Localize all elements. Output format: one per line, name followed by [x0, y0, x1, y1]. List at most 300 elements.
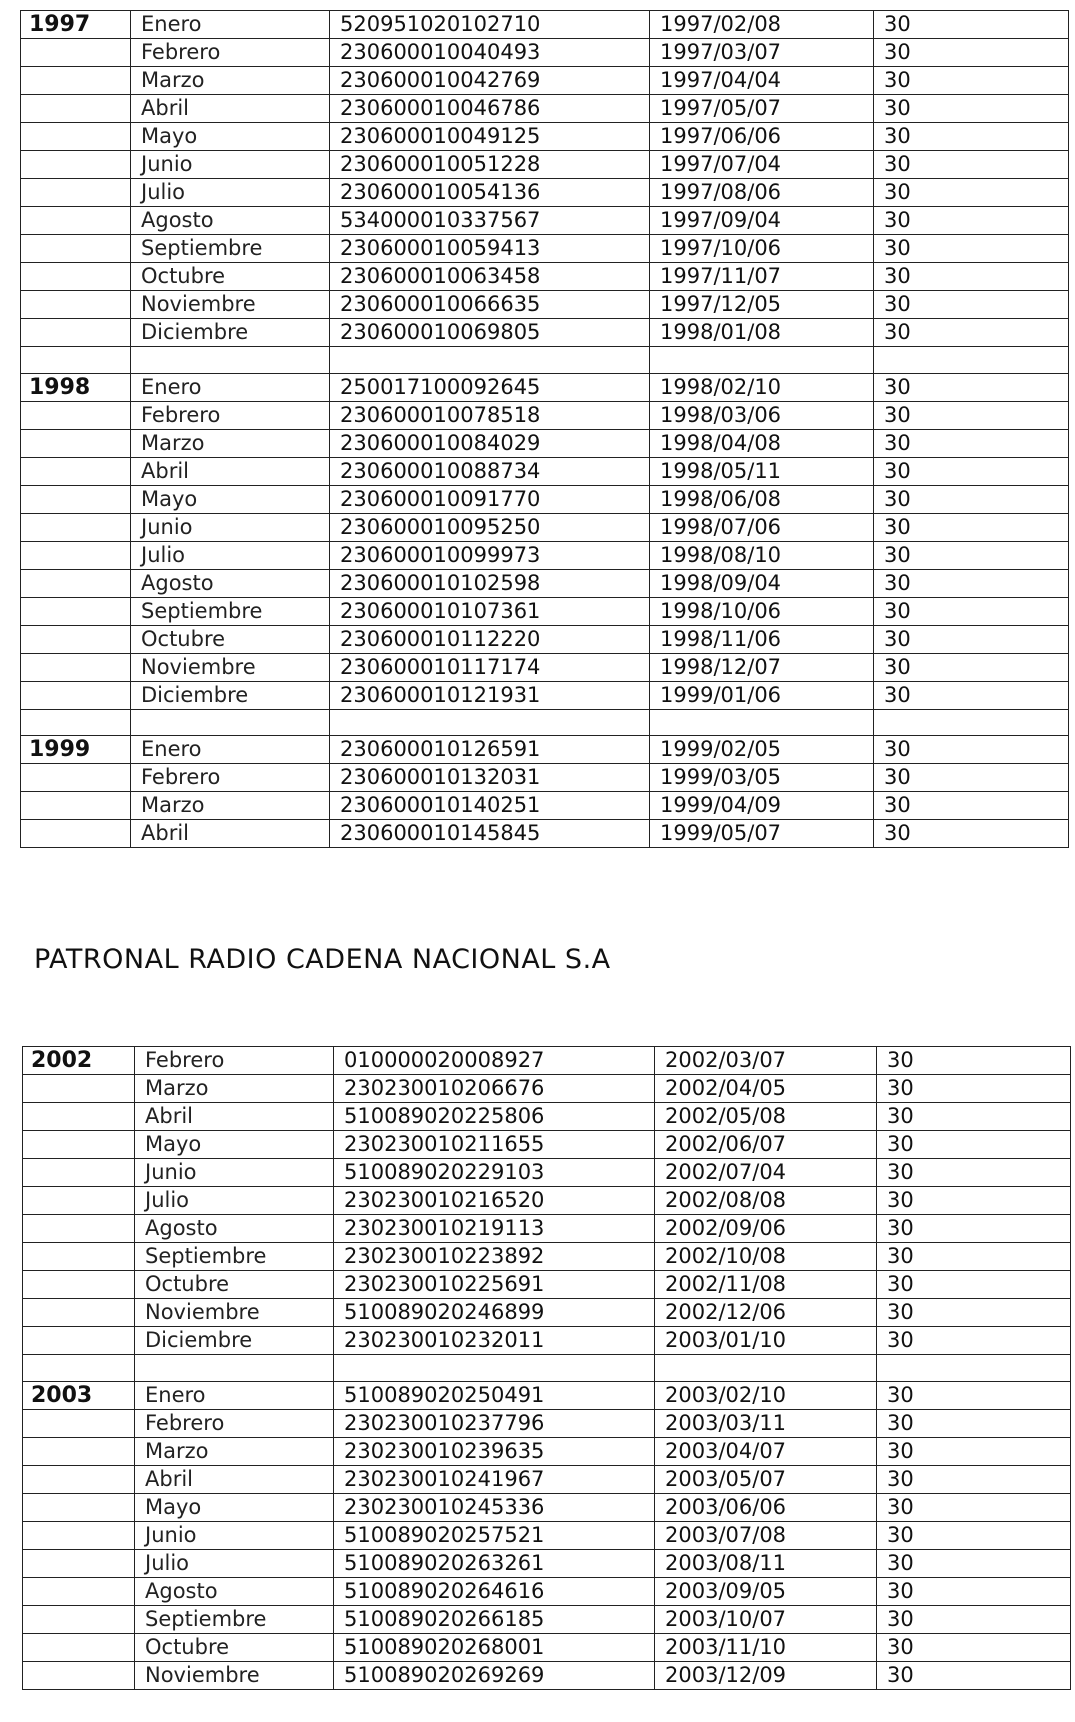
empty-cell [131, 709, 330, 736]
payment-date-cell: 2002/11/08 [655, 1271, 877, 1299]
table-row [21, 736, 1069, 764]
month-cell: Abril [135, 1103, 334, 1131]
empty-cell [21, 709, 131, 736]
payment-date-cell: 1997/06/06 [650, 123, 874, 151]
year-cell-empty [23, 1577, 135, 1605]
year-cell-empty [21, 235, 131, 263]
year-cell-empty [21, 67, 131, 95]
month-cell: Enero [135, 1381, 334, 1409]
payment-date-cell: 1998/01/08 [650, 319, 874, 347]
empty-cell [135, 1355, 334, 1382]
days-cell: 30 [877, 1437, 1071, 1465]
days-cell: 30 [877, 1075, 1071, 1103]
payments-table-1 [20, 10, 1069, 848]
payment-date-cell: 1998/10/06 [650, 597, 874, 625]
month-cell: Diciembre [131, 681, 330, 709]
payment-date-cell: 1999/03/05 [650, 764, 874, 792]
payment-date-cell: 2002/12/06 [655, 1299, 877, 1327]
month-cell: Marzo [135, 1075, 334, 1103]
reference-number-cell: 230230010219113 [334, 1215, 655, 1243]
table-row [23, 1047, 1071, 1075]
empty-cell [131, 347, 330, 374]
reference-number-cell: 510089020246899 [334, 1299, 655, 1327]
payment-date-cell: 2002/07/04 [655, 1159, 877, 1187]
year-cell-empty [21, 179, 131, 207]
month-cell: Octubre [131, 263, 330, 291]
month-cell: Agosto [131, 569, 330, 597]
empty-cell [874, 709, 1069, 736]
payment-date-cell: 2003/03/11 [655, 1409, 877, 1437]
table-row [21, 207, 1069, 235]
reference-number-cell: 230600010054136 [330, 179, 650, 207]
year-cell-empty [23, 1271, 135, 1299]
payment-date-cell: 2003/07/08 [655, 1521, 877, 1549]
days-cell: 30 [874, 291, 1069, 319]
table-row [21, 373, 1069, 401]
days-cell: 30 [874, 541, 1069, 569]
year-cell-empty [23, 1243, 135, 1271]
reference-number-cell: 230600010051228 [330, 151, 650, 179]
year-cell-empty [23, 1661, 135, 1689]
days-cell: 30 [874, 429, 1069, 457]
payment-date-cell: 2003/04/07 [655, 1437, 877, 1465]
reference-number-cell: 230230010206676 [334, 1075, 655, 1103]
table-row [21, 541, 1069, 569]
table-row [21, 291, 1069, 319]
days-cell: 30 [877, 1381, 1071, 1409]
payment-date-cell: 1997/09/04 [650, 207, 874, 235]
month-cell: Febrero [135, 1409, 334, 1437]
table-row [21, 319, 1069, 347]
reference-number-cell: 230600010126591 [330, 736, 650, 764]
days-cell: 30 [877, 1549, 1071, 1577]
empty-cell [650, 347, 874, 374]
days-cell: 30 [874, 373, 1069, 401]
payment-date-cell: 1998/03/06 [650, 401, 874, 429]
payment-date-cell: 1998/05/11 [650, 457, 874, 485]
year-cell-empty [23, 1103, 135, 1131]
table-row [21, 513, 1069, 541]
table-row [21, 653, 1069, 681]
payment-date-cell: 1997/12/05 [650, 291, 874, 319]
month-cell: Mayo [131, 123, 330, 151]
table-row [21, 235, 1069, 263]
payment-date-cell: 2002/03/07 [655, 1047, 877, 1075]
payment-date-cell: 1998/12/07 [650, 653, 874, 681]
table-row [21, 764, 1069, 792]
payment-date-cell: 1998/02/10 [650, 373, 874, 401]
table-row [21, 263, 1069, 291]
reference-number-cell: 250017100092645 [330, 373, 650, 401]
payment-date-cell: 2002/08/08 [655, 1187, 877, 1215]
month-cell: Enero [131, 11, 330, 39]
table-row [23, 1577, 1071, 1605]
table-row [23, 1131, 1071, 1159]
reference-number-cell: 230600010091770 [330, 485, 650, 513]
reference-number-cell: 230600010107361 [330, 597, 650, 625]
table-row [23, 1299, 1071, 1327]
days-cell: 30 [874, 681, 1069, 709]
year-cell-empty [21, 792, 131, 820]
payment-date-cell: 1999/05/07 [650, 820, 874, 848]
days-cell: 30 [877, 1661, 1071, 1689]
empty-cell [874, 347, 1069, 374]
year-cell-empty [23, 1437, 135, 1465]
reference-number-cell: 510089020263261 [334, 1549, 655, 1577]
year-cell-empty [23, 1187, 135, 1215]
days-cell: 30 [874, 457, 1069, 485]
empty-cell [334, 1355, 655, 1382]
year-cell-empty [21, 625, 131, 653]
payment-date-cell: 2003/06/06 [655, 1493, 877, 1521]
year-cell-empty [23, 1215, 135, 1243]
month-cell: Septiembre [131, 597, 330, 625]
table-row [21, 792, 1069, 820]
days-cell: 30 [874, 792, 1069, 820]
table-row [23, 1605, 1071, 1633]
table-row [23, 1075, 1071, 1103]
month-cell: Octubre [131, 625, 330, 653]
month-cell: Mayo [135, 1493, 334, 1521]
reference-number-cell: 230230010237796 [334, 1409, 655, 1437]
table-row [21, 597, 1069, 625]
year-cell-empty [21, 207, 131, 235]
reference-number-cell: 230230010211655 [334, 1131, 655, 1159]
days-cell: 30 [877, 1215, 1071, 1243]
days-cell: 30 [874, 263, 1069, 291]
year-cell-empty [21, 291, 131, 319]
reference-number-cell: 510089020266185 [334, 1605, 655, 1633]
year-cell-empty [23, 1299, 135, 1327]
table-row [21, 401, 1069, 429]
days-cell: 30 [877, 1493, 1071, 1521]
days-cell: 30 [874, 179, 1069, 207]
year-cell: 2002 [23, 1047, 135, 1075]
month-cell: Enero [131, 736, 330, 764]
table-row [23, 1633, 1071, 1661]
days-cell: 30 [874, 319, 1069, 347]
days-cell: 30 [874, 401, 1069, 429]
year-cell-empty [23, 1465, 135, 1493]
reference-number-cell: 230600010046786 [330, 95, 650, 123]
year-cell-empty [21, 541, 131, 569]
section-heading: PATRONAL RADIO CADENA NACIONAL S.A [34, 944, 611, 975]
year-cell-empty [23, 1521, 135, 1549]
month-cell: Octubre [135, 1633, 334, 1661]
payment-date-cell: 1997/02/08 [650, 11, 874, 39]
month-cell: Septiembre [135, 1243, 334, 1271]
reference-number-cell: 230600010040493 [330, 39, 650, 67]
reference-number-cell: 230230010245336 [334, 1493, 655, 1521]
payment-date-cell: 1999/02/05 [650, 736, 874, 764]
month-cell: Agosto [135, 1577, 334, 1605]
days-cell: 30 [874, 513, 1069, 541]
table-row [23, 1381, 1071, 1409]
payments-table-2 [22, 1046, 1071, 1690]
days-cell: 30 [877, 1521, 1071, 1549]
days-cell: 30 [877, 1633, 1071, 1661]
year-cell: 1997 [21, 11, 131, 39]
reference-number-cell: 230600010078518 [330, 401, 650, 429]
month-cell: Febrero [135, 1047, 334, 1075]
days-cell: 30 [877, 1159, 1071, 1187]
month-cell: Diciembre [135, 1327, 334, 1355]
month-cell: Mayo [135, 1131, 334, 1159]
payment-date-cell: 1999/01/06 [650, 681, 874, 709]
table-row [21, 569, 1069, 597]
month-cell: Junio [131, 151, 330, 179]
table-row [23, 1437, 1071, 1465]
payment-date-cell: 1999/04/09 [650, 792, 874, 820]
days-cell: 30 [877, 1131, 1071, 1159]
spacer-row [23, 1355, 1071, 1382]
payment-date-cell: 2003/08/11 [655, 1549, 877, 1577]
payment-date-cell: 2002/10/08 [655, 1243, 877, 1271]
payment-date-cell: 1997/08/06 [650, 179, 874, 207]
year-cell-empty [21, 569, 131, 597]
table-row [23, 1215, 1071, 1243]
reference-number-cell: 510089020268001 [334, 1633, 655, 1661]
payment-date-cell: 2003/11/10 [655, 1633, 877, 1661]
days-cell: 30 [874, 11, 1069, 39]
reference-number-cell: 230600010042769 [330, 67, 650, 95]
year-cell-empty [21, 123, 131, 151]
reference-number-cell: 230600010066635 [330, 291, 650, 319]
month-cell: Abril [131, 820, 330, 848]
payment-date-cell: 1997/11/07 [650, 263, 874, 291]
payments-table-1-body [21, 11, 1069, 848]
empty-cell [23, 1355, 135, 1382]
reference-number-cell: 230600010088734 [330, 457, 650, 485]
year-cell-empty [21, 681, 131, 709]
year-cell-empty [21, 151, 131, 179]
empty-cell [21, 347, 131, 374]
month-cell: Septiembre [135, 1605, 334, 1633]
year-cell-empty [23, 1327, 135, 1355]
month-cell: Julio [135, 1187, 334, 1215]
table-row [23, 1661, 1071, 1689]
table-row [23, 1159, 1071, 1187]
reference-number-cell: 510089020264616 [334, 1577, 655, 1605]
payment-date-cell: 2003/01/10 [655, 1327, 877, 1355]
year-cell-empty [21, 653, 131, 681]
reference-number-cell: 230600010084029 [330, 429, 650, 457]
payment-date-cell: 1998/09/04 [650, 569, 874, 597]
days-cell: 30 [874, 764, 1069, 792]
payment-date-cell: 2002/06/07 [655, 1131, 877, 1159]
days-cell: 30 [877, 1299, 1071, 1327]
days-cell: 30 [874, 123, 1069, 151]
year-cell-empty [21, 95, 131, 123]
year-cell-empty [21, 429, 131, 457]
payment-date-cell: 2003/05/07 [655, 1465, 877, 1493]
days-cell: 30 [877, 1577, 1071, 1605]
empty-cell [655, 1355, 877, 1382]
table-row [23, 1327, 1071, 1355]
year-cell-empty [23, 1409, 135, 1437]
reference-number-cell: 510089020257521 [334, 1521, 655, 1549]
year-cell-empty [23, 1131, 135, 1159]
table-row [21, 625, 1069, 653]
reference-number-cell: 230230010232011 [334, 1327, 655, 1355]
payment-date-cell: 1997/07/04 [650, 151, 874, 179]
days-cell: 30 [874, 569, 1069, 597]
empty-cell [330, 347, 650, 374]
month-cell: Noviembre [131, 653, 330, 681]
year-cell-empty [21, 39, 131, 67]
reference-number-cell: 230230010241967 [334, 1465, 655, 1493]
month-cell: Abril [131, 95, 330, 123]
month-cell: Julio [131, 541, 330, 569]
table-row [21, 820, 1069, 848]
table-row [23, 1243, 1071, 1271]
reference-number-cell: 230600010112220 [330, 625, 650, 653]
reference-number-cell: 510089020225806 [334, 1103, 655, 1131]
table-row [21, 39, 1069, 67]
month-cell: Octubre [135, 1271, 334, 1299]
year-cell-empty [21, 485, 131, 513]
year-cell-empty [21, 820, 131, 848]
days-cell: 30 [874, 207, 1069, 235]
year-cell-empty [21, 513, 131, 541]
table-row [21, 95, 1069, 123]
days-cell: 30 [877, 1465, 1071, 1493]
spacer-row [21, 709, 1069, 736]
table-row [21, 457, 1069, 485]
reference-number-cell: 230600010140251 [330, 792, 650, 820]
month-cell: Abril [131, 457, 330, 485]
year-cell: 1998 [21, 373, 131, 401]
month-cell: Agosto [131, 207, 330, 235]
table-row [21, 67, 1069, 95]
payment-date-cell: 2003/10/07 [655, 1605, 877, 1633]
payment-date-cell: 2002/04/05 [655, 1075, 877, 1103]
days-cell: 30 [877, 1409, 1071, 1437]
month-cell: Mayo [131, 485, 330, 513]
reference-number-cell: 230230010223892 [334, 1243, 655, 1271]
days-cell: 30 [874, 95, 1069, 123]
empty-cell [330, 709, 650, 736]
month-cell: Noviembre [131, 291, 330, 319]
days-cell: 30 [877, 1187, 1071, 1215]
days-cell: 30 [874, 597, 1069, 625]
month-cell: Julio [131, 179, 330, 207]
year-cell-empty [21, 401, 131, 429]
payment-date-cell: 2002/05/08 [655, 1103, 877, 1131]
payment-date-cell: 1997/05/07 [650, 95, 874, 123]
year-cell-empty [23, 1549, 135, 1577]
payment-date-cell: 1998/04/08 [650, 429, 874, 457]
days-cell: 30 [874, 67, 1069, 95]
days-cell: 30 [874, 235, 1069, 263]
payment-date-cell: 1998/07/06 [650, 513, 874, 541]
month-cell: Junio [135, 1159, 334, 1187]
table-row [23, 1271, 1071, 1299]
days-cell: 30 [874, 653, 1069, 681]
table-row [21, 11, 1069, 39]
year-cell-empty [21, 764, 131, 792]
reference-number-cell: 230600010102598 [330, 569, 650, 597]
reference-number-cell: 230230010239635 [334, 1437, 655, 1465]
payment-date-cell: 1998/06/08 [650, 485, 874, 513]
month-cell: Septiembre [131, 235, 330, 263]
reference-number-cell: 510089020229103 [334, 1159, 655, 1187]
month-cell: Febrero [131, 764, 330, 792]
month-cell: Julio [135, 1549, 334, 1577]
month-cell: Febrero [131, 39, 330, 67]
month-cell: Febrero [131, 401, 330, 429]
reference-number-cell: 230600010069805 [330, 319, 650, 347]
payment-date-cell: 2002/09/06 [655, 1215, 877, 1243]
empty-cell [650, 709, 874, 736]
days-cell: 30 [877, 1327, 1071, 1355]
reference-number-cell: 230600010049125 [330, 123, 650, 151]
table-row [23, 1187, 1071, 1215]
empty-cell [877, 1355, 1071, 1382]
table-row [23, 1549, 1071, 1577]
table-row [23, 1493, 1071, 1521]
payment-date-cell: 2003/09/05 [655, 1577, 877, 1605]
reference-number-cell: 230600010145845 [330, 820, 650, 848]
payment-date-cell: 1997/03/07 [650, 39, 874, 67]
reference-number-cell: 534000010337567 [330, 207, 650, 235]
table-row [23, 1465, 1071, 1493]
table-row [21, 123, 1069, 151]
payment-date-cell: 1997/10/06 [650, 235, 874, 263]
days-cell: 30 [874, 151, 1069, 179]
reference-number-cell: 230600010099973 [330, 541, 650, 569]
spacer-row [21, 347, 1069, 374]
days-cell: 30 [874, 625, 1069, 653]
year-cell-empty [23, 1493, 135, 1521]
reference-number-cell: 010000020008927 [334, 1047, 655, 1075]
days-cell: 30 [877, 1243, 1071, 1271]
month-cell: Abril [135, 1465, 334, 1493]
reference-number-cell: 230230010225691 [334, 1271, 655, 1299]
table-row [23, 1521, 1071, 1549]
year-cell-empty [23, 1633, 135, 1661]
year-cell-empty [23, 1075, 135, 1103]
payment-date-cell: 2003/12/09 [655, 1661, 877, 1689]
year-cell-empty [23, 1159, 135, 1187]
table-row [21, 179, 1069, 207]
reference-number-cell: 230600010095250 [330, 513, 650, 541]
days-cell: 30 [874, 485, 1069, 513]
month-cell: Marzo [131, 67, 330, 95]
month-cell: Noviembre [135, 1661, 334, 1689]
reference-number-cell: 230600010121931 [330, 681, 650, 709]
month-cell: Marzo [131, 792, 330, 820]
table-row [21, 429, 1069, 457]
table-row [23, 1409, 1071, 1437]
month-cell: Marzo [131, 429, 330, 457]
year-cell-empty [21, 457, 131, 485]
reference-number-cell: 510089020250491 [334, 1381, 655, 1409]
days-cell: 30 [874, 820, 1069, 848]
days-cell: 30 [874, 39, 1069, 67]
year-cell-empty [21, 597, 131, 625]
reference-number-cell: 510089020269269 [334, 1661, 655, 1689]
month-cell: Junio [131, 513, 330, 541]
days-cell: 30 [877, 1103, 1071, 1131]
days-cell: 30 [877, 1047, 1071, 1075]
reference-number-cell: 230600010117174 [330, 653, 650, 681]
payment-date-cell: 1998/08/10 [650, 541, 874, 569]
reference-number-cell: 230600010063458 [330, 263, 650, 291]
month-cell: Agosto [135, 1215, 334, 1243]
days-cell: 30 [877, 1271, 1071, 1299]
payments-table-2-body [23, 1047, 1071, 1690]
